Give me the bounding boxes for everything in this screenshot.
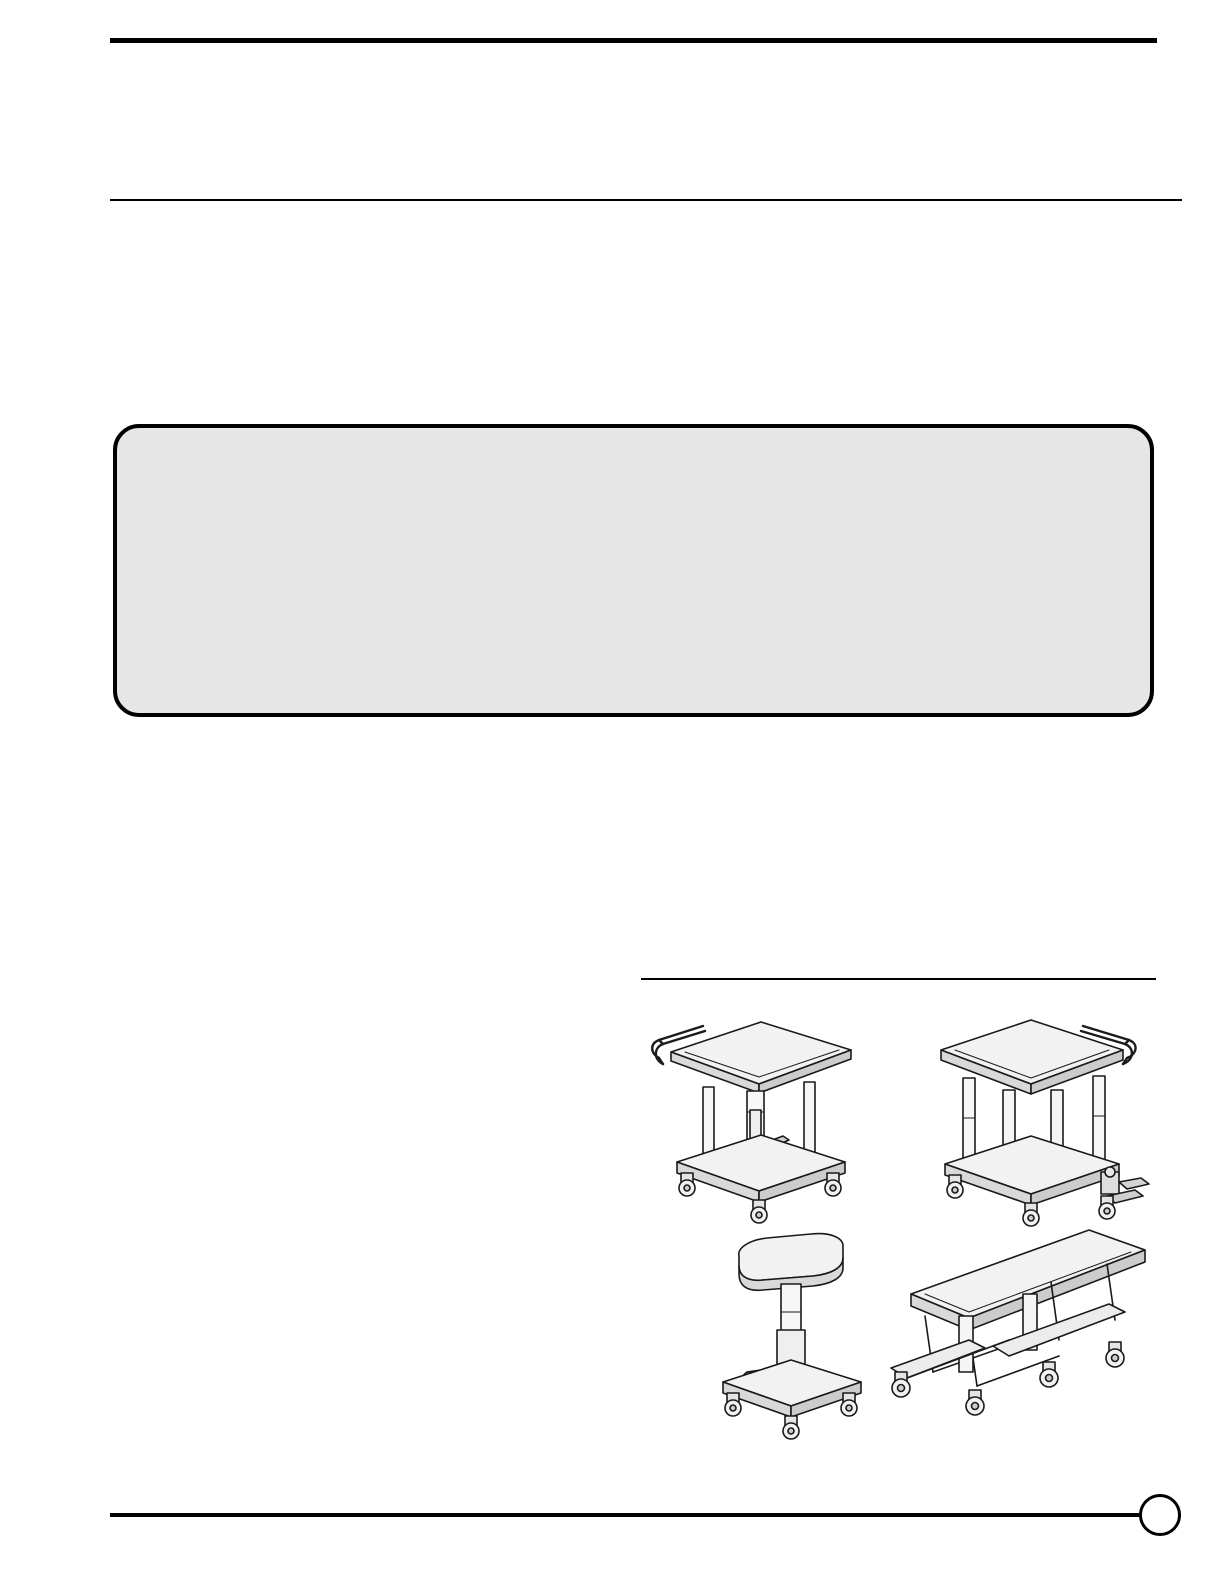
header-rule-thin (110, 199, 1182, 201)
long-platform-lift-table (891, 1230, 1145, 1415)
figure-rule (641, 978, 1156, 980)
pedestal-lift-table (723, 1234, 861, 1439)
lift-tables-illustration (641, 992, 1156, 1462)
single-column-lift-table-with-handle (652, 1022, 851, 1223)
notice-panel (113, 424, 1154, 717)
page-number-badge (1139, 1494, 1181, 1536)
four-column-lift-table-with-handle (941, 1020, 1149, 1226)
header-rule-thick (110, 38, 1157, 43)
figure-block (641, 978, 1156, 1468)
footer-rule (110, 1513, 1146, 1517)
